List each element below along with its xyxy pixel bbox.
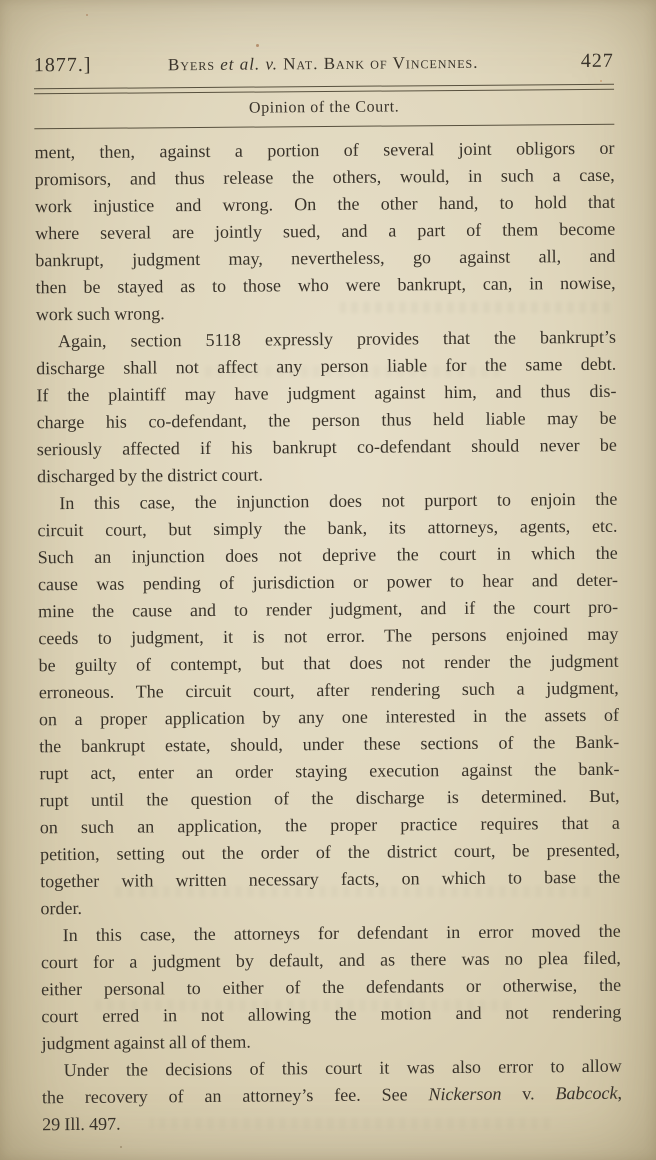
text-line: If the plaintiff may have judgment against him, and thus dis- (36, 380, 617, 406)
text-line: promisors, and thus release the others, would, in such a case, (34, 164, 615, 190)
text-line: ment, then, against a portion of several joint obligors or (34, 137, 615, 163)
text-line: bankrupt, judgment may, nevertheless, go against all, and (35, 245, 616, 271)
paper-speck (256, 44, 259, 47)
single-rule-divider (34, 124, 614, 130)
text-line: together with written necessary facts, on which to base the (40, 866, 621, 892)
text-line: where several are jointly sued, and a part of them become (35, 218, 616, 244)
text-line: discharged by the district court. (36, 464, 264, 487)
text-line: ceeds to judgment, it is not error. The persons enjoined may (38, 623, 619, 649)
page-content (34, 48, 623, 1139)
section-label: Opinion of the Court. (248, 98, 400, 117)
text-line: mine the cause and to render judgment, and if the court pro- (38, 596, 619, 622)
text-line: work injustice and wrong. On the other hand, to hold that (34, 191, 616, 217)
text-line: court erred in not allowing the motion and not rendering (41, 1001, 622, 1027)
text-line: on a proper application by any one interested in the assets of (38, 704, 620, 730)
paper-speck (86, 14, 88, 16)
text-line: In this case, the injunction does not purport to enjoin the (59, 488, 618, 514)
page-number: 427 (580, 49, 614, 72)
text-line: Again, section 5118 expressly provides that the bankrupt’s (57, 326, 617, 352)
text-line: erroneous. The circuit court, after rendering such a judgment, (38, 677, 619, 703)
text-line: the bankrupt estate, should, under these sections of the Bank- (39, 731, 620, 757)
text-line: work such wrong. (35, 303, 165, 325)
double-rule-divider (34, 84, 614, 95)
text-line: charge his co-defendant, the person thus held liable may be (36, 407, 617, 433)
text-line: order. (40, 897, 83, 919)
text-line: circuit court, but simply the bank, its attorneys, agents, etc. (37, 515, 618, 541)
text-line: on such an application, the proper practice requires that a (39, 812, 620, 838)
text-line: discharge shall not affect any person liable for the same debt. (36, 353, 617, 379)
text-line: 29 Ill. 497. (42, 1113, 121, 1135)
running-head (34, 48, 614, 80)
opinion-body (34, 135, 622, 1139)
paragraph (37, 486, 620, 923)
case-title: Byers et al. v. Nat. Bank of Vincennes. (167, 52, 479, 75)
text-line: Such an injunction does not deprive the court in which the (37, 542, 618, 568)
text-line: court for a judgment by default, and as there was no plea filed, (40, 947, 621, 973)
paragraph (42, 1053, 623, 1139)
text-line: cause was pending of jurisdiction or power to hear and deter- (37, 569, 618, 595)
paragraph (34, 135, 615, 329)
paper-speck (120, 1146, 122, 1148)
text-line: either personal to either of the defendants or otherwise, the (41, 974, 622, 1000)
text-line: judgment against all of them. (41, 1031, 251, 1054)
text-line: be guilty of contempt, but that does not render the judgment (38, 650, 619, 676)
paragraph (36, 324, 617, 491)
text-line: seriously affected if his bankrupt co-defendant should never be (36, 434, 617, 460)
text-line: then be stayed as to those who were bankrupt, can, in nowise, (35, 272, 616, 298)
text-line: Under the decisions of this court it was also error to allow (63, 1055, 622, 1081)
text-line: rupt act, enter an order staying execution against the bank- (39, 758, 620, 784)
text-line: the recovery of an attorney’s fee. See Nickerson v. Babcock, (41, 1082, 623, 1108)
text-line: In this case, the attorneys for defendant in error moved the (62, 920, 621, 946)
text-line: rupt until the question of the discharge is determined. But, (39, 785, 620, 811)
year-label: 1877.] (33, 53, 92, 77)
paragraph (41, 918, 622, 1058)
text-line: petition, setting out the order of the district court, be presented, (39, 839, 621, 865)
